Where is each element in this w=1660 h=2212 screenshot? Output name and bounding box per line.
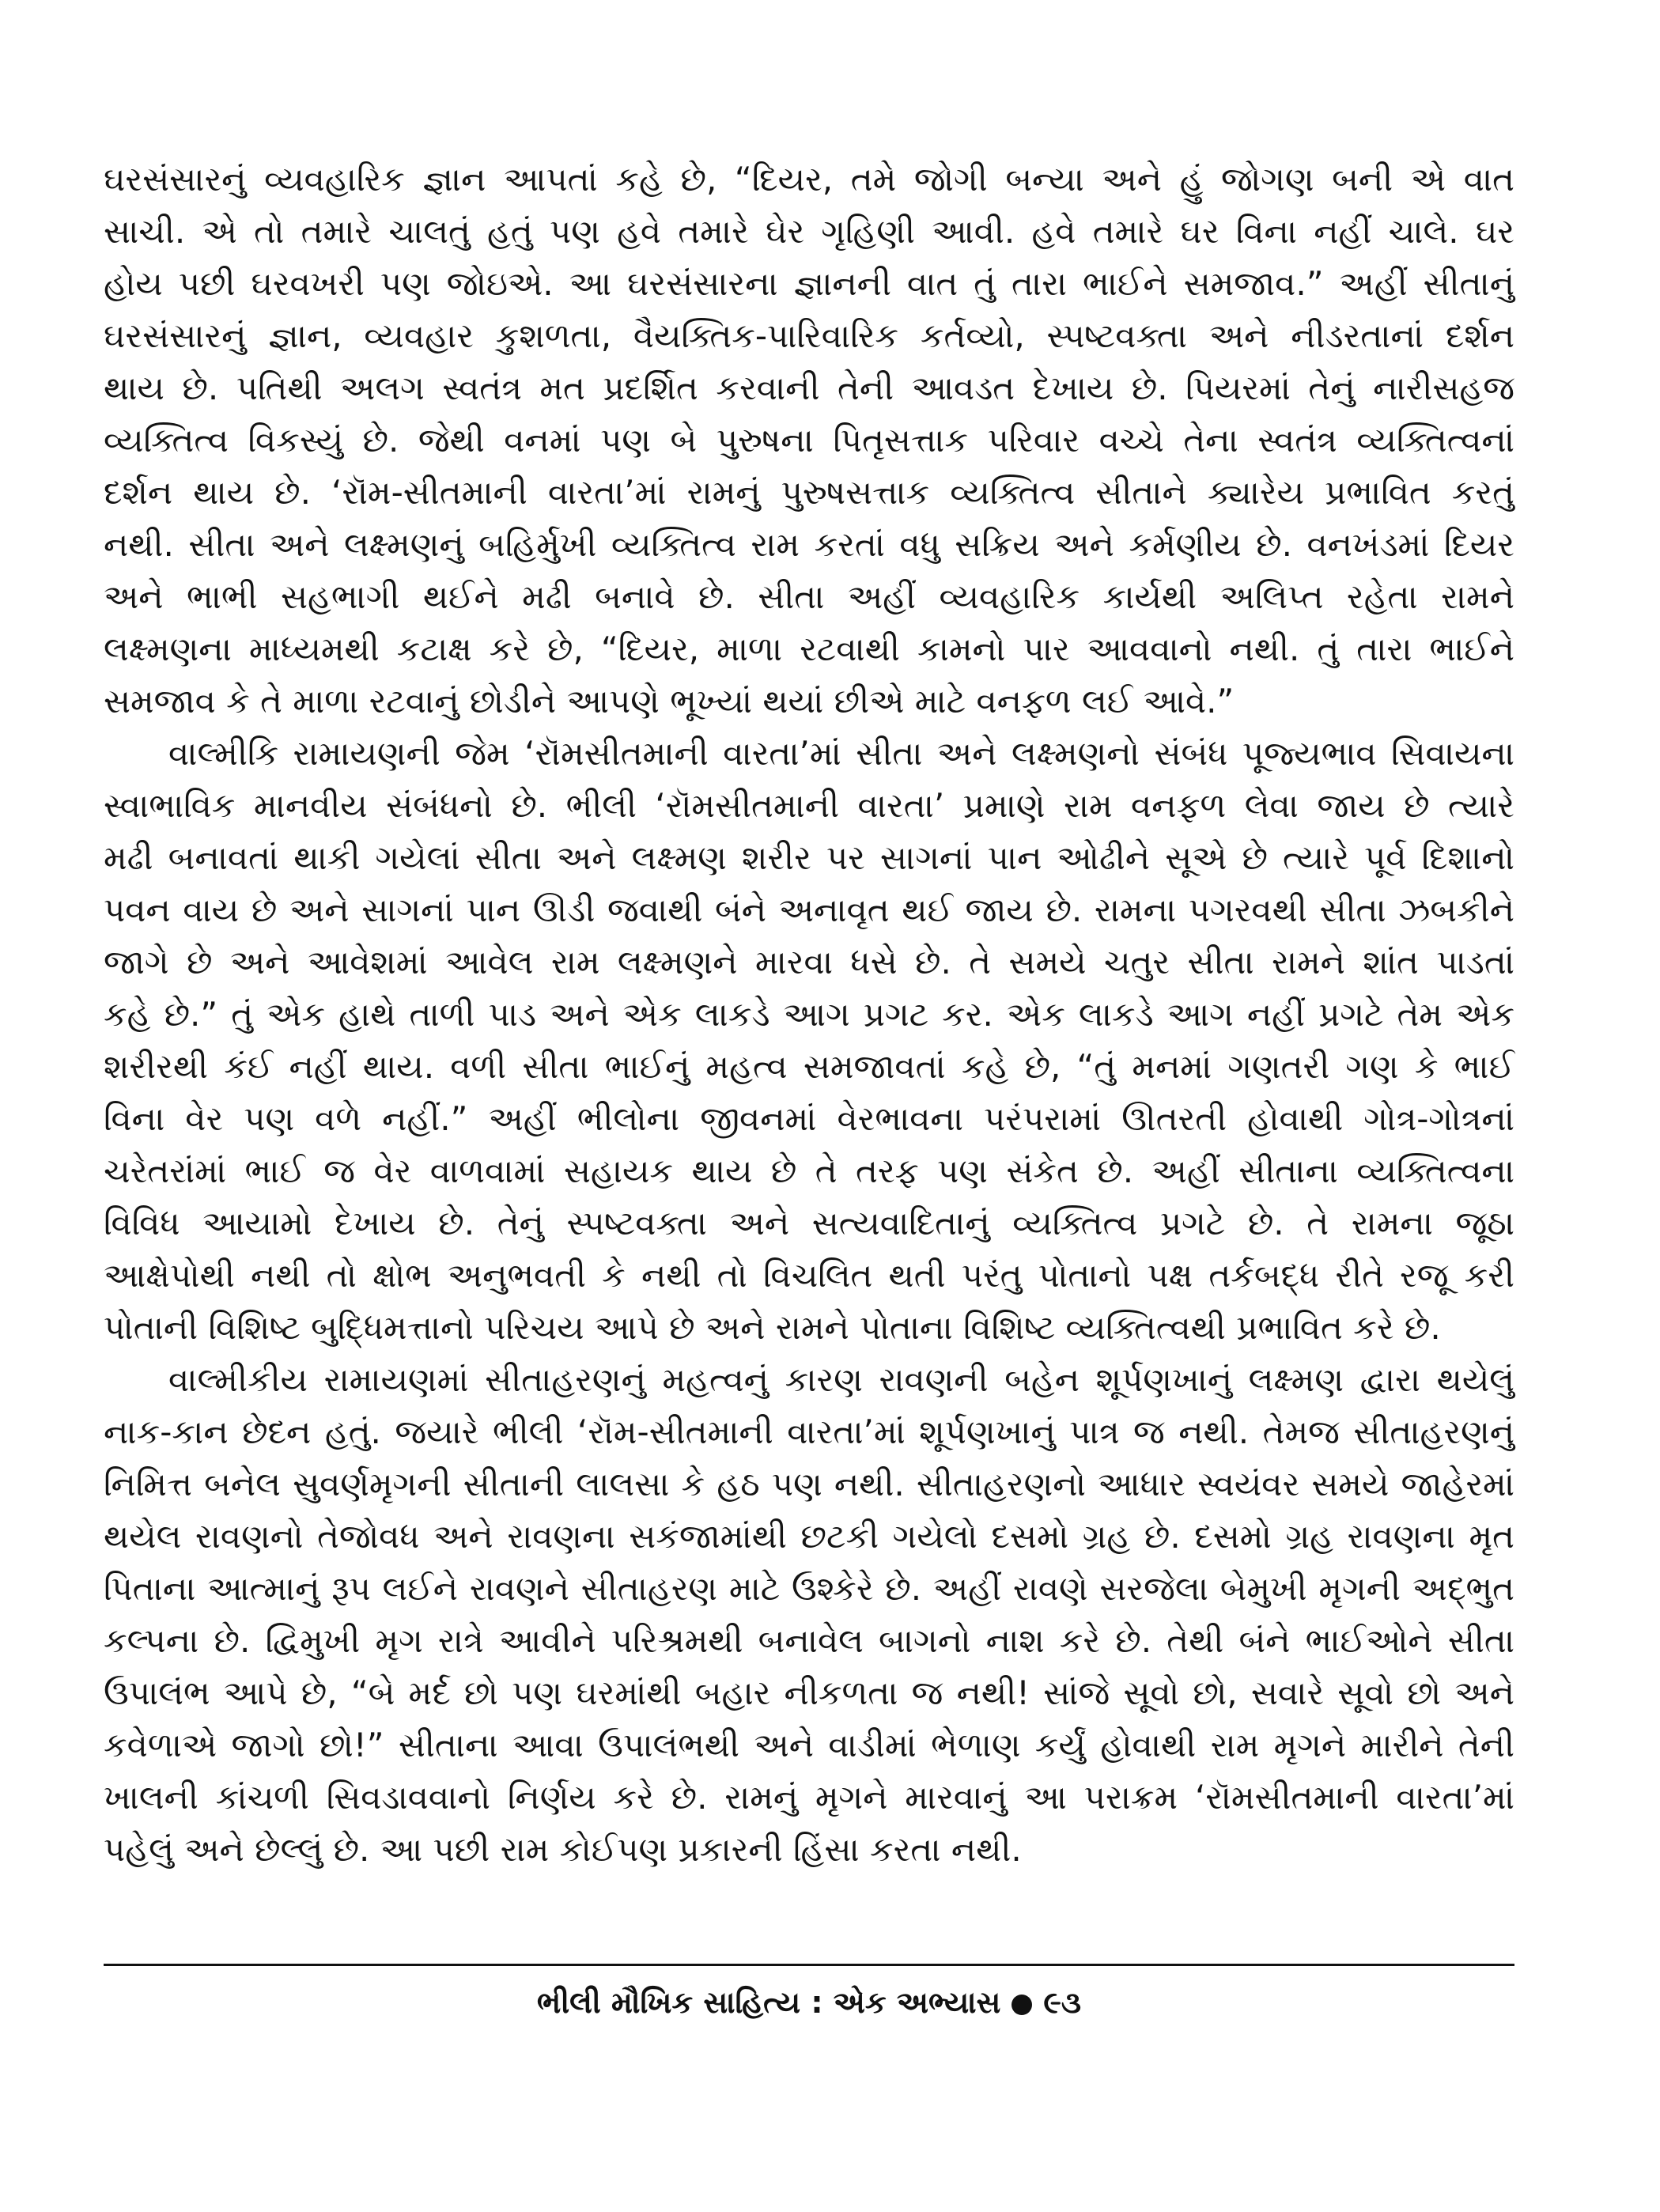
text-line: જાગે છે અને આવેશમાં આવેલ રામ લક્ષ્મણને મારવા ધસે છે. તે સમયે ચતુર સીતા રામને શાંત પાડતાં bbox=[104, 943, 1514, 981]
body-text bbox=[104, 153, 1514, 1876]
page-footer bbox=[104, 1982, 1514, 2023]
text-line: મઢી બનાવતાં થાકી ગયેલાં સીતા અને લક્ષ્મણ શરીર પર સાગનાં પાન ઓઢીને સૂએ છે ત્યારે પૂર્વ દિશાનો bbox=[104, 838, 1514, 877]
text-line: વાલ્મીકિ રામાયણની જેમ ‘રૉમસીતમાની વારતા’માં સીતા અને લક્ષ્મણનો સંબંધ પૂજ્યભાવ સિવાયના bbox=[168, 734, 1514, 773]
text-line: કલ્પના છે. દ્વિમુખી મૃગ રાત્રે આવીને પરિશ્રમથી બનાવેલ બાગનો નાશ કરે છે. તેથી બંને ભાઈઓને સીતા bbox=[104, 1621, 1514, 1660]
paragraph bbox=[104, 728, 1514, 1354]
text-line: કહે છે.” તું એક હાથે તાળી પાડ અને એક લાકડે આગ પ્રગટ કર. એક લાકડે આગ નહીં પ્રગટે તેમ એક bbox=[104, 995, 1514, 1034]
page-number: ૯૩ bbox=[1043, 1985, 1082, 2020]
text-line: પવન વાય છે અને સાગનાં પાન ઊડી જવાથી બંને અનાવૃત થઈ જાય છે. રામના પગરવથી સીતા ઝબકીને bbox=[104, 890, 1514, 929]
text-line: વ્યક્તિત્વ વિકસ્યું છે. જેથી વનમાં પણ બે પુરુષના પિતૃસત્તાક પરિવાર વચ્ચે તેના સ્વતંત્ર વ્યક્તિત્વનાં bbox=[104, 421, 1514, 459]
text-line: અને ભાભી સહભાગી થઈને મઢી બનાવે છે. સીતા અહીં વ્યવહારિક કાર્યથી અલિપ્ત રહેતા રામને bbox=[104, 577, 1514, 616]
text-line: ખાલની કાંચળી સિવડાવવાનો નિર્ણય કરે છે. રામનું મૃગને મારવાનું આ પરાક્રમ ‘રૉમસીતમાની વારતા’માં bbox=[104, 1778, 1514, 1817]
text-line: નાક-કાન છેદન હતું. જયારે ભીલી ‘રૉમ-સીતમાની વારતા’માં શૂર્પણખાનું પાત્ર જ નથી. તેમજ સીતાહરણનું bbox=[104, 1412, 1514, 1451]
text-line: પહેલું અને છેલ્લું છે. આ પછી રામ કોઈપણ પ્રકારની હિંસા કરતા નથી. bbox=[104, 1830, 1022, 1869]
footer-title: ભીલી મૌખિક સાહિત્ય : એક અભ્યાસ bbox=[536, 1985, 1001, 2020]
text-line: ઘરસંસારનું જ્ઞાન, વ્યવહાર કુશળતા, વૈયક્તિક-પારિવારિક કર્તવ્યો, સ્પષ્ટવક્તા અને નીડરતાનાં દર્શન bbox=[104, 316, 1514, 355]
text-line: ઉપાલંભ આપે છે, “બે મર્દ છો પણ ઘરમાંથી બહાર નીકળતા જ નથી! સાંજે સૂવો છો, સવારે સૂવો છો અને bbox=[104, 1673, 1514, 1712]
text-line: દર્શન થાય છે. ‘રૉમ-સીતમાની વારતા’માં રામનું પુરુષસત્તાક વ્યક્તિત્વ સીતાને ક્યારેય પ્રભાવિત કરતું bbox=[104, 473, 1514, 512]
text-line: વિવિધ આયામો દેખાય છે. તેનું સ્પષ્ટવક્તા અને સત્યવાદિતાનું વ્યક્તિત્વ પ્રગટે છે. તે રામના જૂઠા bbox=[104, 1204, 1514, 1242]
text-line: સ્વાભાવિક માનવીય સંબંધનો છે. ભીલી ‘રૉમસીતમાની વારતા’ પ્રમાણે રામ વનફળ લેવા જાય છે ત્યારે bbox=[104, 786, 1514, 825]
text-line: થાય છે. પતિથી અલગ સ્વતંત્ર મત પ્રદર્શિત કરવાની તેની આવડત દેખાય છે. પિયરમાં તેનું નારીસહજ bbox=[104, 369, 1514, 407]
text-line: વિના વેર પણ વળે નહીં.” અહીં ભીલોના જીવનમાં વેરભાવના પરંપરામાં ઊતરતી હોવાથી ગોત્ર-ગોત્રનાં bbox=[104, 1099, 1514, 1138]
paragraph bbox=[104, 1354, 1514, 1876]
text-line: સમજાવ કે તે માળા રટવાનું છોડીને આપણે ભૂખ્યાં થયાં છીએ માટે વનફળ લઈ આવે.” bbox=[104, 682, 1235, 720]
text-line: કવેળાએ જાગો છો!” સીતાના આવા ઉપાલંભથી અને વાડીમાં ભેળાણ કર્યું હોવાથી રામ મૃગને મારીને તેની bbox=[104, 1726, 1514, 1764]
text-line: નથી. સીતા અને લક્ષ્મણનું બહિર્મુખી વ્યક્તિત્વ રામ કરતાં વધુ સક્રિય અને કર્મણીય છે. વનખંડમાં દિયર bbox=[104, 525, 1514, 564]
text-line: ઘરસંસારનું વ્યવહારિક જ્ઞાન આપતાં કહે છે, “દિયર, તમે જોગી બન્યા અને હું જોગણ બની એ વાત bbox=[104, 160, 1514, 199]
bullet-separator bbox=[1012, 1995, 1032, 2015]
text-line: વાલ્મીકીય રામાયણમાં સીતાહરણનું મહત્વનું કારણ રાવણની બહેન શૂર્પણખાનું લક્ષ્મણ દ્વારા થયેલું bbox=[168, 1360, 1514, 1399]
text-line: નિમિત્ત બનેલ સુવર્ણમૃગની સીતાની લાલસા કે હઠ પણ નથી. સીતાહરણનો આધાર સ્વયંવર સમયે જાહેરમાં bbox=[104, 1465, 1514, 1503]
text-line: આક્ષેપોથી નથી તો ક્ષોભ અનુભવતી કે નથી તો વિચલિત થતી પરંતુ પોતાનો પક્ષ તર્કબદ્ધ રીતે રજૂ કરી bbox=[104, 1256, 1514, 1295]
text-line: લક્ષ્મણના માધ્યમથી કટાક્ષ કરે છે, “દિયર, માળા રટવાથી કામનો પાર આવવાનો નથી. તું તારા ભાઈને bbox=[104, 630, 1514, 668]
footer-rule bbox=[104, 1964, 1514, 1966]
text-line: શરીરથી કંઈ નહીં થાય. વળી સીતા ભાઈનું મહત્વ સમજાવતાં કહે છે, “તું મનમાં ગણતરી ગણ કે ભાઈ bbox=[104, 1047, 1514, 1086]
text-line: સાચી. એ તો તમારે ચાલતું હતું પણ હવે તમારે ઘેર ગૃહિણી આવી. હવે તમારે ઘર વિના નહીં ચાલે. ઘર bbox=[104, 212, 1514, 251]
text-line: પિતાના આત્માનું રૂપ લઈને રાવણને સીતાહરણ માટે ઉશ્કેરે છે. અહીં રાવણે સરજેલા બેમુખી મૃગની અદ્‌ભુત bbox=[104, 1569, 1514, 1608]
text-line: ચરેતરાંમાં ભાઈ જ વેર વાળવામાં સહાયક થાય છે તે તરફ પણ સંકેત છે. અહીં સીતાના વ્યક્તિત્વના bbox=[104, 1151, 1514, 1190]
paragraph bbox=[104, 153, 1514, 728]
text-line: થયેલ રાવણનો તેજોવધ અને રાવણના સકંજામાંથી છટકી ગયેલો દસમો ગ્રહ છે. દસમો ગ્રહ રાવણના મૃત bbox=[104, 1517, 1514, 1556]
text-line: પોતાની વિશિષ્ટ બુદ્ધિમત્તાનો પરિચય આપે છે અને રામને પોતાના વિશિષ્ટ વ્યક્તિત્વથી પ્રભાવિત કરે છે. bbox=[104, 1308, 1441, 1347]
text-line: હોય પછી ઘરવખરી પણ જોઇએ. આ ઘરસંસારના જ્ઞાનની વાત તું તારા ભાઈને સમજાવ.” અહીં સીતાનું bbox=[104, 264, 1514, 303]
